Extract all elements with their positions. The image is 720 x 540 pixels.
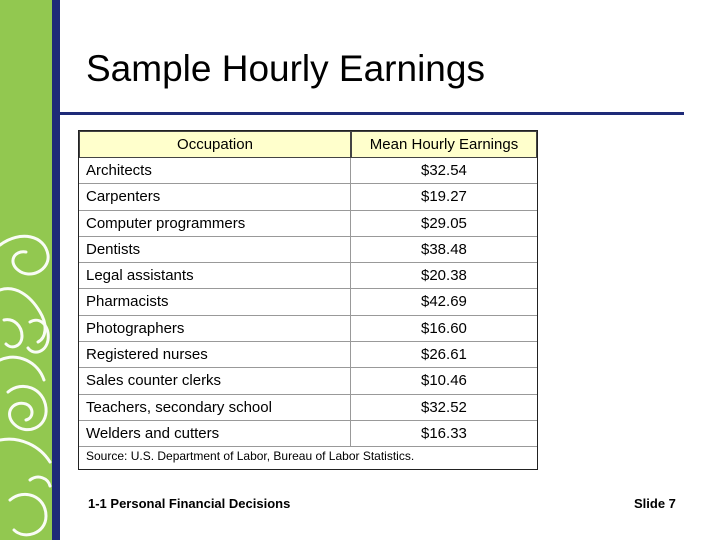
decorative-side-strip	[0, 0, 52, 540]
wage-cell: $16.60	[421, 319, 467, 337]
table-row	[79, 184, 537, 210]
occupation-cell: Dentists	[79, 237, 351, 262]
table-row	[79, 289, 537, 315]
wage-cell: $19.27	[421, 188, 467, 206]
occupation-cell: Welders and cutters	[79, 421, 351, 446]
occupation-cell: Carpenters	[79, 184, 351, 209]
header-occupation: Occupation	[79, 131, 351, 158]
wage-cell: $38.48	[421, 240, 467, 258]
wage-cell: $32.52	[421, 398, 467, 416]
table-row	[79, 211, 537, 237]
occupation-cell: Legal assistants	[79, 263, 351, 288]
table-header-row	[79, 131, 537, 158]
wage-cell: $10.46	[421, 372, 467, 390]
footer-course-label: 1-1 Personal Financial Decisions	[88, 496, 291, 511]
wage-cell: $16.33	[421, 424, 467, 442]
wage-cell: $26.61	[421, 346, 467, 364]
occupation-cell: Architects	[79, 158, 351, 183]
table-source-note: Source: U.S. Department of Labor, Bureau of Labor Statistics.	[86, 449, 415, 463]
slide-number: Slide 7	[634, 496, 676, 511]
occupation-cell: Pharmacists	[79, 289, 351, 314]
wage-cell: $42.69	[421, 293, 467, 311]
table-row	[79, 316, 537, 342]
table-body	[79, 158, 537, 447]
swirl-pattern-icon	[0, 0, 52, 540]
table-row	[79, 158, 537, 184]
wage-cell: $32.54	[421, 162, 467, 179]
table-row	[79, 368, 537, 394]
wage-cell: $29.05	[421, 214, 467, 232]
table-row	[79, 421, 537, 447]
header-mean-hourly-earnings: Mean Hourly Earnings	[351, 131, 537, 158]
table-row	[79, 263, 537, 289]
table-row	[79, 237, 537, 263]
slide-title: Sample Hourly Earnings	[86, 48, 485, 89]
title-underline	[60, 112, 684, 115]
earnings-table	[78, 130, 538, 470]
table-row	[79, 342, 537, 368]
occupation-cell: Teachers, secondary school	[79, 395, 351, 420]
occupation-cell: Registered nurses	[79, 342, 351, 367]
wage-cell: $20.38	[421, 267, 467, 285]
occupation-cell: Photographers	[79, 316, 351, 341]
navy-vertical-bar	[52, 0, 60, 540]
occupation-cell: Computer programmers	[79, 211, 351, 236]
table-row	[79, 395, 537, 421]
occupation-cell: Sales counter clerks	[79, 368, 351, 393]
